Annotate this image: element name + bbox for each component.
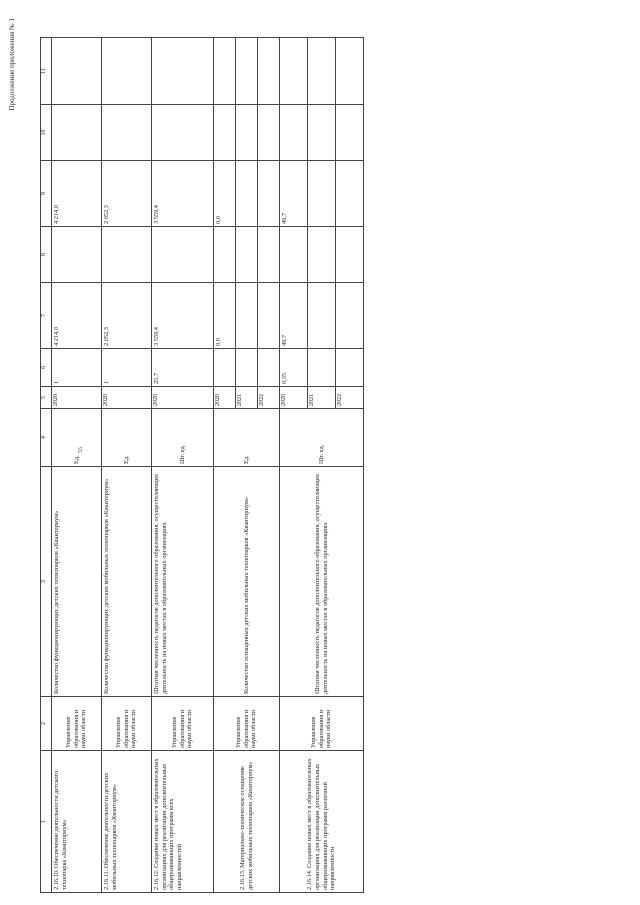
year-cell: 2020	[152, 387, 214, 409]
column-header: 7	[41, 283, 52, 349]
target-value-cell	[258, 349, 280, 387]
funding-cell	[52, 105, 102, 161]
column-header: 10	[41, 105, 52, 161]
funding-regional-cell	[336, 161, 364, 227]
column-header: 6	[41, 349, 52, 387]
year-cell: 2021	[236, 387, 258, 409]
funding-cell	[308, 38, 336, 105]
funding-regional-cell: 0,0	[214, 161, 236, 227]
funding-total-cell	[308, 283, 336, 349]
responsible-cell: Управление образования и науки области	[102, 697, 152, 751]
funding-total-cell	[258, 283, 280, 349]
table-row	[214, 38, 236, 893]
column-header: 9	[41, 161, 52, 227]
funding-cell	[52, 227, 102, 283]
unit-cell: Ед.	[102, 409, 152, 467]
target-value-cell: 0,35	[280, 349, 308, 387]
funding-cell	[258, 105, 280, 161]
funding-cell	[102, 227, 152, 283]
indicator-cell: Количество оснащенных детских мобильных технопарков «Кванториум»	[214, 467, 280, 697]
target-value-cell: 1	[52, 349, 102, 387]
funding-cell	[236, 105, 258, 161]
funding-total-cell	[336, 283, 364, 349]
activity-cell: 2.16.13. Материально-техническое оснащение детских мобильных технопарков «Кванториум»	[214, 751, 280, 893]
unit-cell: Шт. ед.	[152, 409, 214, 467]
funding-total-cell	[236, 283, 258, 349]
funding-regional-cell	[308, 161, 336, 227]
responsible-cell: Управление образования и науки области	[280, 697, 364, 751]
funding-cell	[214, 227, 236, 283]
table-body	[52, 38, 364, 893]
funding-cell	[280, 38, 308, 105]
target-value-cell	[236, 349, 258, 387]
activity-cell: 2.16.14. Создание новых мест в образовательных организациях для реализации дополнительных общеразвивающих программ различной направленности	[280, 751, 364, 893]
year-cell: 2020	[102, 387, 152, 409]
funding-cell	[152, 38, 214, 105]
funding-total-cell: 49,7	[280, 283, 308, 349]
target-value-cell	[336, 349, 364, 387]
column-header: 8	[41, 227, 52, 283]
page-number: 55	[78, 447, 84, 453]
target-value-cell	[214, 349, 236, 387]
funding-regional-cell: 4 214,0	[52, 161, 102, 227]
funding-cell	[152, 105, 214, 161]
funding-cell	[336, 38, 364, 105]
activity-cell: 2.16.12. Создание новых мест в образовательных организациях для реализации дополнительных общеразвивающих программ всех направленностей	[152, 751, 214, 893]
funding-regional-cell: 3 559,4	[152, 161, 214, 227]
column-header: 1	[41, 751, 52, 893]
funding-cell	[52, 38, 102, 105]
table-row	[102, 38, 152, 893]
funding-cell	[152, 227, 214, 283]
column-header: 2	[41, 697, 52, 751]
table-row	[152, 38, 214, 893]
column-header: 11	[41, 38, 52, 105]
funding-cell	[236, 38, 258, 105]
funding-regional-cell	[258, 161, 280, 227]
funding-total-cell: 3 559,4	[152, 283, 214, 349]
responsible-cell: Управление образования и науки области	[152, 697, 214, 751]
unit-cell: Ед.	[214, 409, 280, 467]
year-cell: 2021	[308, 387, 336, 409]
unit-cell: Шт. ед.	[280, 409, 364, 467]
funding-cell	[258, 38, 280, 105]
indicator-cell: Штатная численность педагогов дополнительного образования, осуществляющих деятельность на новых местах в образовательных организациях	[280, 467, 364, 697]
activity-cell: 2.16.10. Обеспечение деятельности детского технопарка «Кванториум»	[52, 751, 102, 893]
indicator-cell: Штатная численность педагогов дополнительного образования, осуществляющих деятельность на новых местах в образовательных организациях	[152, 467, 214, 697]
funding-cell	[214, 105, 236, 161]
funding-cell	[280, 105, 308, 161]
funding-cell	[102, 105, 152, 161]
header-note: Продолжение приложения № 1	[8, 18, 16, 111]
column-header: 4	[41, 409, 52, 467]
table-row	[52, 38, 102, 893]
column-header: 5	[41, 387, 52, 409]
year-cell: 2020	[52, 387, 102, 409]
unit-cell: Ед.	[52, 409, 102, 467]
funding-total-cell: 2 052,3	[102, 283, 152, 349]
year-cell: 2022	[258, 387, 280, 409]
funding-regional-cell: 2 052,3	[102, 161, 152, 227]
funding-cell	[258, 227, 280, 283]
target-value-cell: 25,7	[152, 349, 214, 387]
funding-cell	[336, 227, 364, 283]
funding-total-cell: 4 214,0	[52, 283, 102, 349]
funding-cell	[236, 227, 258, 283]
program-table	[40, 37, 364, 893]
funding-cell	[336, 105, 364, 161]
funding-cell	[308, 227, 336, 283]
funding-cell	[308, 105, 336, 161]
responsible-cell: Управление образования и науки области	[214, 697, 280, 751]
activity-cell: 2.16.11. Обеспечение деятельности детских мобильных технопарков «Кванториум»	[102, 751, 152, 893]
year-cell: 2022	[336, 387, 364, 409]
year-cell: 2020	[214, 387, 236, 409]
indicator-cell: Количество функционирующих детских технопарков «Кванториум»	[52, 467, 102, 697]
target-value-cell: 1	[102, 349, 152, 387]
funding-cell	[214, 38, 236, 105]
table-row	[280, 38, 308, 893]
funding-regional-cell	[236, 161, 258, 227]
target-value-cell	[308, 349, 336, 387]
funding-cell	[102, 38, 152, 105]
indicator-cell: Количество функционирующих детских мобильных технопарков «Кванториум»	[102, 467, 152, 697]
funding-total-cell: 0,0	[214, 283, 236, 349]
responsible-cell: Управление образования и науки области	[52, 697, 102, 751]
funding-regional-cell: 49,7	[280, 161, 308, 227]
year-cell: 2020	[280, 387, 308, 409]
column-header: 3	[41, 467, 52, 697]
column-number-row	[41, 38, 52, 893]
funding-cell	[280, 227, 308, 283]
